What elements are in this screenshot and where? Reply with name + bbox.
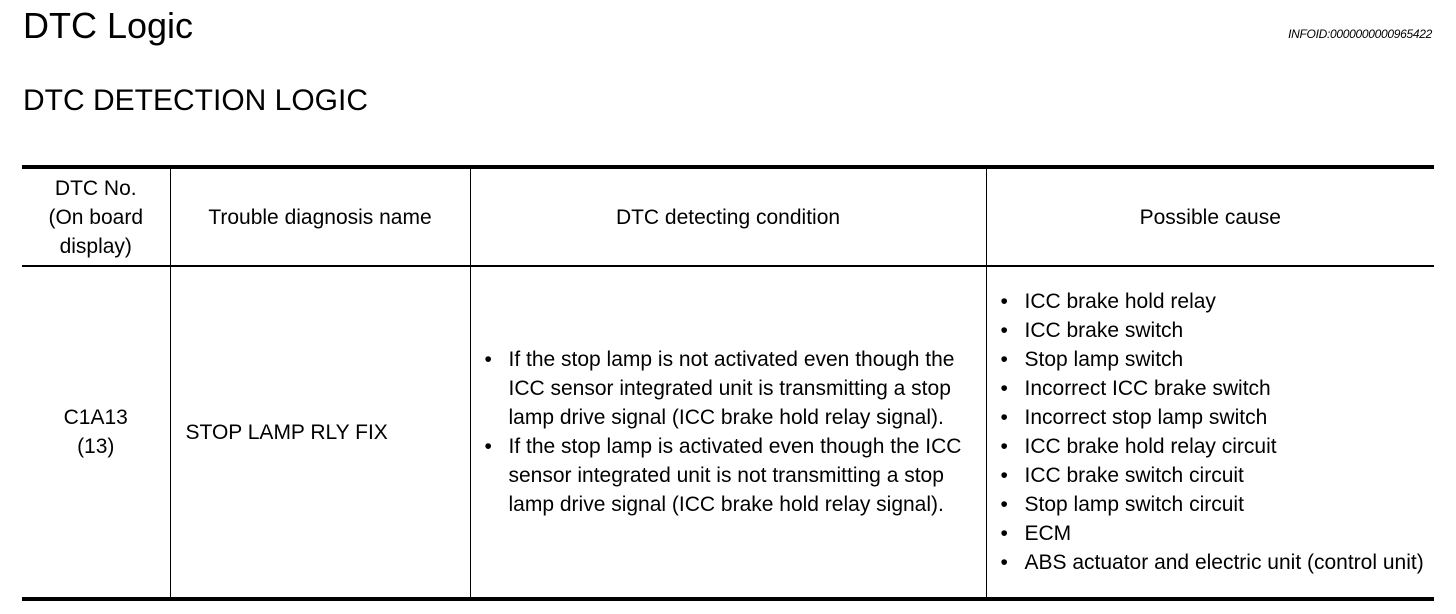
cause-item: • ICC brake hold relay circuit [987, 432, 1435, 461]
cause-item: • ICC brake switch [987, 316, 1435, 345]
cause-cell [986, 266, 1434, 599]
header-cause: Possible cause [986, 167, 1434, 266]
header-condition: DTC detecting condition [470, 167, 986, 266]
cause-item: • Incorrect ICC brake switch [987, 374, 1435, 403]
dtc-table [22, 165, 1434, 601]
table-row [22, 266, 1434, 599]
cause-item: • ICC brake switch circuit [987, 461, 1435, 490]
cause-item: • Stop lamp switch [987, 345, 1435, 374]
page-title: DTC Logic [23, 5, 194, 46]
table-header-row [22, 167, 1434, 266]
header-dtc-no-line1: DTC No. [54, 176, 137, 200]
cause-item: • Incorrect stop lamp switch [987, 403, 1435, 432]
cause-list [987, 287, 1435, 577]
trouble-name-cell: STOP LAMP RLY FIX [170, 266, 470, 599]
condition-item: • If the stop lamp is activated even though the ICC sensor integrated unit is not transmitting a stop lamp drive signal (ICC brake hold relay signal). [471, 432, 986, 519]
dtc-code: C1A13 [63, 406, 128, 429]
section-title: DTC DETECTION LOGIC [23, 84, 369, 117]
dtc-display-code: (13) [77, 435, 115, 458]
condition-list [471, 345, 986, 519]
cause-item: • ECM [987, 519, 1435, 548]
header-dtc-no-line2: (On board [48, 205, 144, 229]
cause-item: • ABS actuator and electric unit (control unit) [987, 548, 1435, 577]
condition-item: • If the stop lamp is not activated even though the ICC sensor integrated unit is transmitting a stop lamp drive signal (ICC brake hold relay signal). [471, 345, 986, 432]
cause-item: • ICC brake hold relay [987, 287, 1435, 316]
header-dtc-no-line3: display) [59, 234, 132, 258]
info-id: INFOID:0000000000965422 [1288, 27, 1432, 41]
header-trouble-name: Trouble diagnosis name [170, 167, 470, 266]
condition-cell [470, 266, 986, 599]
header-dtc-no [22, 167, 170, 266]
dtc-no-cell [22, 266, 170, 599]
cause-item: • Stop lamp switch circuit [987, 490, 1435, 519]
